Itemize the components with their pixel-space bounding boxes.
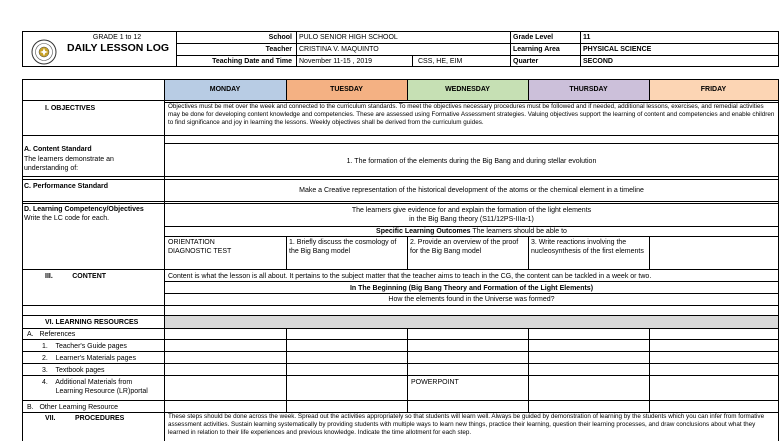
outcome-thursday: 3. Write reactions involving the nucleosynthesis of the first elements: [531, 239, 644, 255]
specific-outcomes-heading: [164, 227, 779, 236]
additional-materials-label: 4. Additional Materials from Learning Resource (LR)portal: [42, 379, 148, 395]
day-wednesday-label: WEDNESDAY: [445, 86, 490, 93]
deped-seal: [31, 39, 57, 65]
performance-standard-value: Make a Creative representation of the historical development of the atoms or the chemical element in a timeline: [299, 187, 644, 194]
competency-line-1: The learners give evidence for and explain the formation of the light elements: [351, 207, 592, 214]
specific-outcomes-bold: Specific Learning Outcomes: [376, 228, 471, 235]
additional-wednesday-value: POWERPOINT: [411, 379, 459, 386]
learning-area-value: PHYSICAL SCIENCE: [583, 46, 652, 53]
resources-label: VI. LEARNING RESOURCES: [45, 319, 139, 326]
outcome-wednesday: 2. Provide an overview of the proof for the Big Bang model: [410, 239, 519, 255]
textbook-label: 3. Textbook pages: [42, 367, 105, 374]
quarter-label: Quarter: [513, 58, 539, 65]
content-standard-sub: The learners demonstrate an understanding of:: [24, 156, 114, 172]
learning-area-label: Learning Area: [513, 46, 560, 53]
references-label: A. References: [27, 331, 76, 338]
content-note: Content is what the lesson is all about. It pertains to the subject matter that the teacher aims to teach in the CG, the content can be tackled in a week or two.: [168, 273, 652, 280]
teachers-guide-label: 1. Teacher's Guide pages: [42, 343, 127, 350]
grade-level-value: 11: [583, 34, 591, 41]
day-tuesday-label: TUESDAY: [330, 86, 363, 93]
page-title: DAILY LESSON LOG: [66, 42, 170, 54]
grade-range: GRADE 1 to 12: [92, 34, 142, 41]
specific-outcomes-rest: The learners should be able to: [470, 228, 567, 235]
school-label: School: [268, 34, 292, 41]
competency-line-2: in the Big Bang theory (S11/12PS-IIIa-1): [409, 216, 534, 223]
objectives-text: Objectives must be met over the week and connected to the curriculum standards. To meet the objectives necessary procedures must be followed and if needed, additional lessons, exercises, and remedial activities may be done for developing content knowledge and competencies. These are assessed using Formative Assessment strategies. Valuing objectives support the learning of content and competencies and enable children to find significance and joy in learning the lessons. Weekly objectives shall be derived from the curriculum guides.: [168, 103, 775, 127]
resources-gray-bar: [165, 316, 778, 328]
content-standard-value: 1. The formation of the elements during the Big Bang and during stellar evolution: [346, 158, 597, 165]
content-subtitle: How the elements found in the Universe was formed?: [388, 296, 555, 303]
teacher-value: CRISTINA V. MAQUINTO: [299, 46, 379, 53]
grade-level-label: Grade Level: [513, 34, 554, 41]
teacher-label: Teacher: [265, 46, 292, 53]
content-label: III. CONTENT: [45, 273, 107, 280]
quarter-value: SECOND: [583, 58, 613, 65]
competency-sub: Write the LC code for each.: [24, 215, 110, 222]
objectives-label: I. OBJECTIVES: [45, 105, 96, 112]
procedures-text: These steps should be done across the week. Spread out the activities appropriately so that students will learn well. Always be guided by demonstration of learning by the students which you can infer from formative assessment activities. Sustain learning systematically by providing students with multiple ways to learn new things, practice their learning, question their learning processes, and draw conclusions about what they learned in relation to their life experiences and previous knowledge. Indicate the time allotment for each step.: [168, 413, 765, 437]
outcome-tuesday: 1. Briefly discuss the cosmology of the Big Bang model: [289, 239, 397, 255]
procedures-label: VII. PROCEDURES: [45, 415, 125, 422]
school-value: PULO SENIOR HIGH SCHOOL: [299, 34, 398, 41]
day-thursday-label: THURSDAY: [569, 86, 608, 93]
other-resource-label: B. Other Learning Resource: [27, 404, 119, 411]
performance-standard-label: C. Performance Standard: [24, 183, 109, 190]
content-title: In The Beginning (Big Bang Theory and Formation of the Light Elements): [349, 285, 594, 292]
day-monday-label: MONDAY: [209, 86, 241, 93]
content-standard-label: A. Content Standard: [24, 146, 92, 153]
outcome-monday: ORIENTATION DIAGNOSTIC TEST: [168, 239, 232, 255]
date-value: November 11-15 , 2019: [299, 58, 373, 65]
learners-materials-label: 2. Learner's Materials pages: [42, 355, 136, 362]
sections-value: CSS, HE, EIM: [418, 58, 463, 65]
competency-label: D. Learning Competency/Objectives: [24, 206, 144, 213]
date-label: Teaching Date and Time: [212, 58, 292, 65]
day-friday-label: FRIDAY: [700, 86, 727, 93]
